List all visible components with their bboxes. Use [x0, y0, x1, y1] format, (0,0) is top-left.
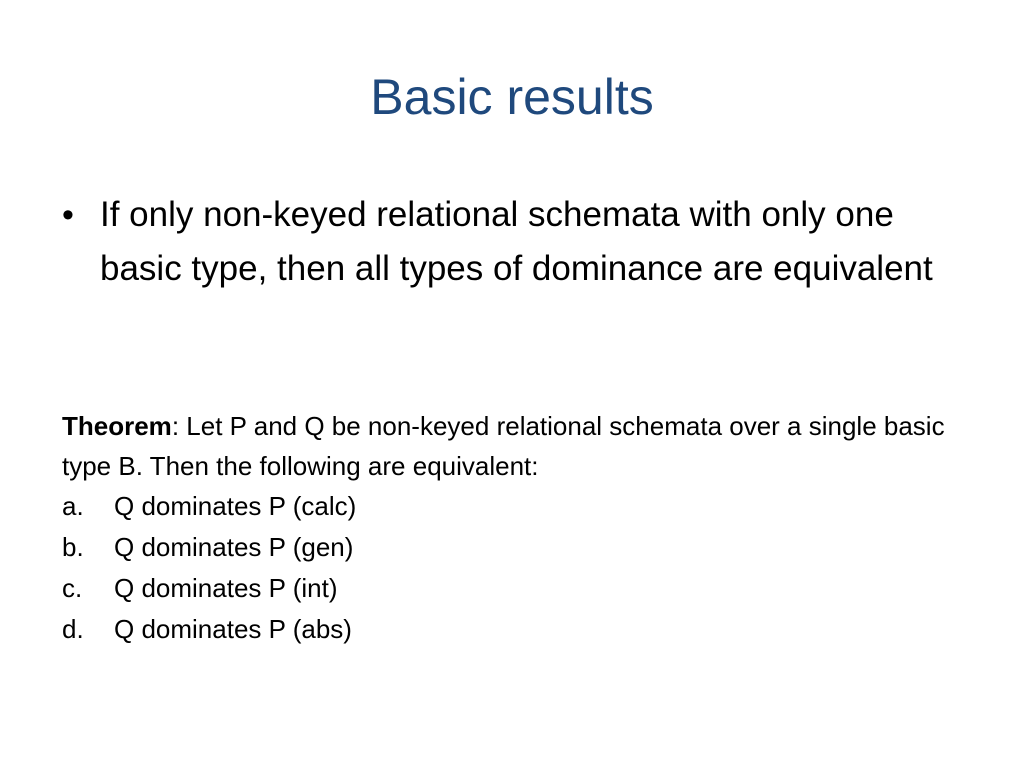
bullet-item [62, 188, 942, 296]
list-item-text: Q dominates P (int) [114, 573, 338, 603]
theorem-text: Let P and Q be non-keyed relational schemata over a single basic type B. Then the following are equivalent: [62, 411, 945, 481]
list-item-text: Q dominates P (abs) [114, 614, 352, 644]
list-marker: d. [62, 614, 84, 644]
equivalence-list [62, 486, 962, 650]
theorem-separator: : [171, 411, 180, 441]
theorem-statement [62, 406, 962, 486]
list-item [62, 609, 962, 650]
list-marker: b. [62, 532, 84, 562]
slide-title: Basic results [370, 69, 654, 125]
theorem-label: Theorem [62, 411, 172, 441]
list-item [62, 486, 962, 527]
bullet-marker: • [62, 196, 74, 234]
list-marker: c. [62, 573, 83, 603]
list-item-text: Q dominates P (calc) [114, 491, 357, 521]
list-marker: a. [62, 491, 84, 521]
bullet-text: If only non-keyed relational schemata with only one basic type, then all types of dominance are equivalent [100, 195, 933, 288]
list-item [62, 568, 962, 609]
list-item-text: Q dominates P (gen) [114, 532, 354, 562]
theorem-block [62, 406, 962, 650]
list-item [62, 527, 962, 568]
